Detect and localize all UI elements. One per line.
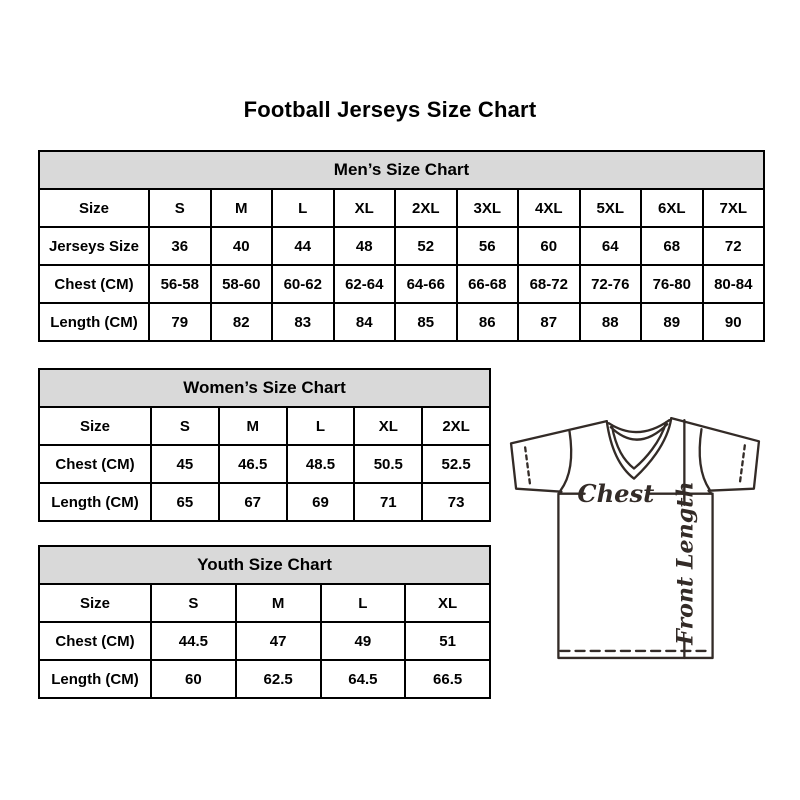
size-cell: 44 <box>272 227 334 265</box>
size-cell: 2XL <box>395 189 457 227</box>
size-cell: 64 <box>580 227 642 265</box>
right-armhole-seam <box>700 429 710 489</box>
size-cell: 60 <box>151 660 236 698</box>
size-cell: 72-76 <box>580 265 642 303</box>
row-label: Length (CM) <box>39 483 151 521</box>
size-cell: 80-84 <box>703 265 765 303</box>
table-row <box>39 303 764 341</box>
row-label: Size <box>39 189 149 227</box>
womens-size-chart-table <box>38 368 491 522</box>
size-cell: 87 <box>518 303 580 341</box>
size-cell: XL <box>405 584 490 622</box>
size-cell: 76-80 <box>641 265 703 303</box>
size-cell: 44.5 <box>151 622 236 660</box>
size-cell: 68-72 <box>518 265 580 303</box>
size-cell: 73 <box>422 483 490 521</box>
size-cell: 60-62 <box>272 265 334 303</box>
row-label: Length (CM) <box>39 303 149 341</box>
size-cell: L <box>272 189 334 227</box>
size-cell: S <box>149 189 211 227</box>
front-length-label: Front Length <box>672 481 699 645</box>
size-cell: 66.5 <box>405 660 490 698</box>
size-cell: 47 <box>236 622 321 660</box>
size-cell: 62.5 <box>236 660 321 698</box>
table-row <box>39 660 490 698</box>
size-cell: 52.5 <box>422 445 490 483</box>
size-cell: 4XL <box>518 189 580 227</box>
size-cell: 82 <box>211 303 273 341</box>
size-cell: 64.5 <box>321 660 406 698</box>
size-cell: 90 <box>703 303 765 341</box>
size-cell: 36 <box>149 227 211 265</box>
table-row <box>39 584 490 622</box>
page-title: Football Jerseys Size Chart <box>243 97 537 122</box>
table-title: Men’s Size Chart <box>39 151 764 189</box>
size-cell: 67 <box>219 483 287 521</box>
size-cell: M <box>211 189 273 227</box>
table-row <box>39 483 490 521</box>
size-cell: XL <box>354 407 422 445</box>
size-cell: 86 <box>457 303 519 341</box>
size-cell: 84 <box>334 303 396 341</box>
size-cell: 2XL <box>422 407 490 445</box>
row-label: Chest (CM) <box>39 265 149 303</box>
size-cell: 48.5 <box>287 445 355 483</box>
size-cell: 6XL <box>641 189 703 227</box>
row-label: Size <box>39 407 151 445</box>
size-cell: 79 <box>149 303 211 341</box>
size-cell: 52 <box>395 227 457 265</box>
left-armhole-seam <box>560 431 571 490</box>
size-cell: 56-58 <box>149 265 211 303</box>
table-title: Youth Size Chart <box>39 546 490 584</box>
size-cell: 85 <box>395 303 457 341</box>
table-row <box>39 189 764 227</box>
size-cell: 83 <box>272 303 334 341</box>
jersey-body-outline <box>511 418 759 658</box>
jersey-measurement-diagram <box>506 400 768 662</box>
size-cell: 69 <box>287 483 355 521</box>
row-label: Length (CM) <box>39 660 151 698</box>
size-cell: M <box>219 407 287 445</box>
mens-size-chart-table <box>38 150 765 342</box>
size-cell: 51 <box>405 622 490 660</box>
table-row <box>39 622 490 660</box>
size-cell: 89 <box>641 303 703 341</box>
size-cell: L <box>321 584 406 622</box>
size-cell: 71 <box>354 483 422 521</box>
size-cell: 60 <box>518 227 580 265</box>
row-label: Size <box>39 584 151 622</box>
size-cell: 46.5 <box>219 445 287 483</box>
right-cuff-dashed-line <box>740 445 745 483</box>
size-cell: 50.5 <box>354 445 422 483</box>
row-label: Chest (CM) <box>39 622 151 660</box>
size-cell: 58-60 <box>211 265 273 303</box>
size-cell: 7XL <box>703 189 765 227</box>
size-cell: 49 <box>321 622 406 660</box>
row-label: Jerseys Size <box>39 227 149 265</box>
table-row <box>39 407 490 445</box>
chest-label: Chest <box>577 478 655 508</box>
size-cell: 65 <box>151 483 219 521</box>
size-cell: 5XL <box>580 189 642 227</box>
size-cell: S <box>151 407 219 445</box>
size-cell: L <box>287 407 355 445</box>
size-cell: 40 <box>211 227 273 265</box>
size-cell: XL <box>334 189 396 227</box>
size-cell: S <box>151 584 236 622</box>
size-cell: 56 <box>457 227 519 265</box>
table-row <box>39 445 490 483</box>
row-label: Chest (CM) <box>39 445 151 483</box>
size-cell: 66-68 <box>457 265 519 303</box>
youth-size-chart-table <box>38 545 491 699</box>
size-cell: 68 <box>641 227 703 265</box>
size-cell: 48 <box>334 227 396 265</box>
size-cell: 64-66 <box>395 265 457 303</box>
size-cell: 3XL <box>457 189 519 227</box>
size-cell: 45 <box>151 445 219 483</box>
table-row <box>39 227 764 265</box>
size-cell: 62-64 <box>334 265 396 303</box>
size-cell: 72 <box>703 227 765 265</box>
size-cell: 88 <box>580 303 642 341</box>
table-title: Women’s Size Chart <box>39 369 490 407</box>
table-row <box>39 265 764 303</box>
jersey-outline-icon <box>506 400 768 662</box>
size-cell: M <box>236 584 321 622</box>
left-cuff-dashed-line <box>525 447 530 485</box>
